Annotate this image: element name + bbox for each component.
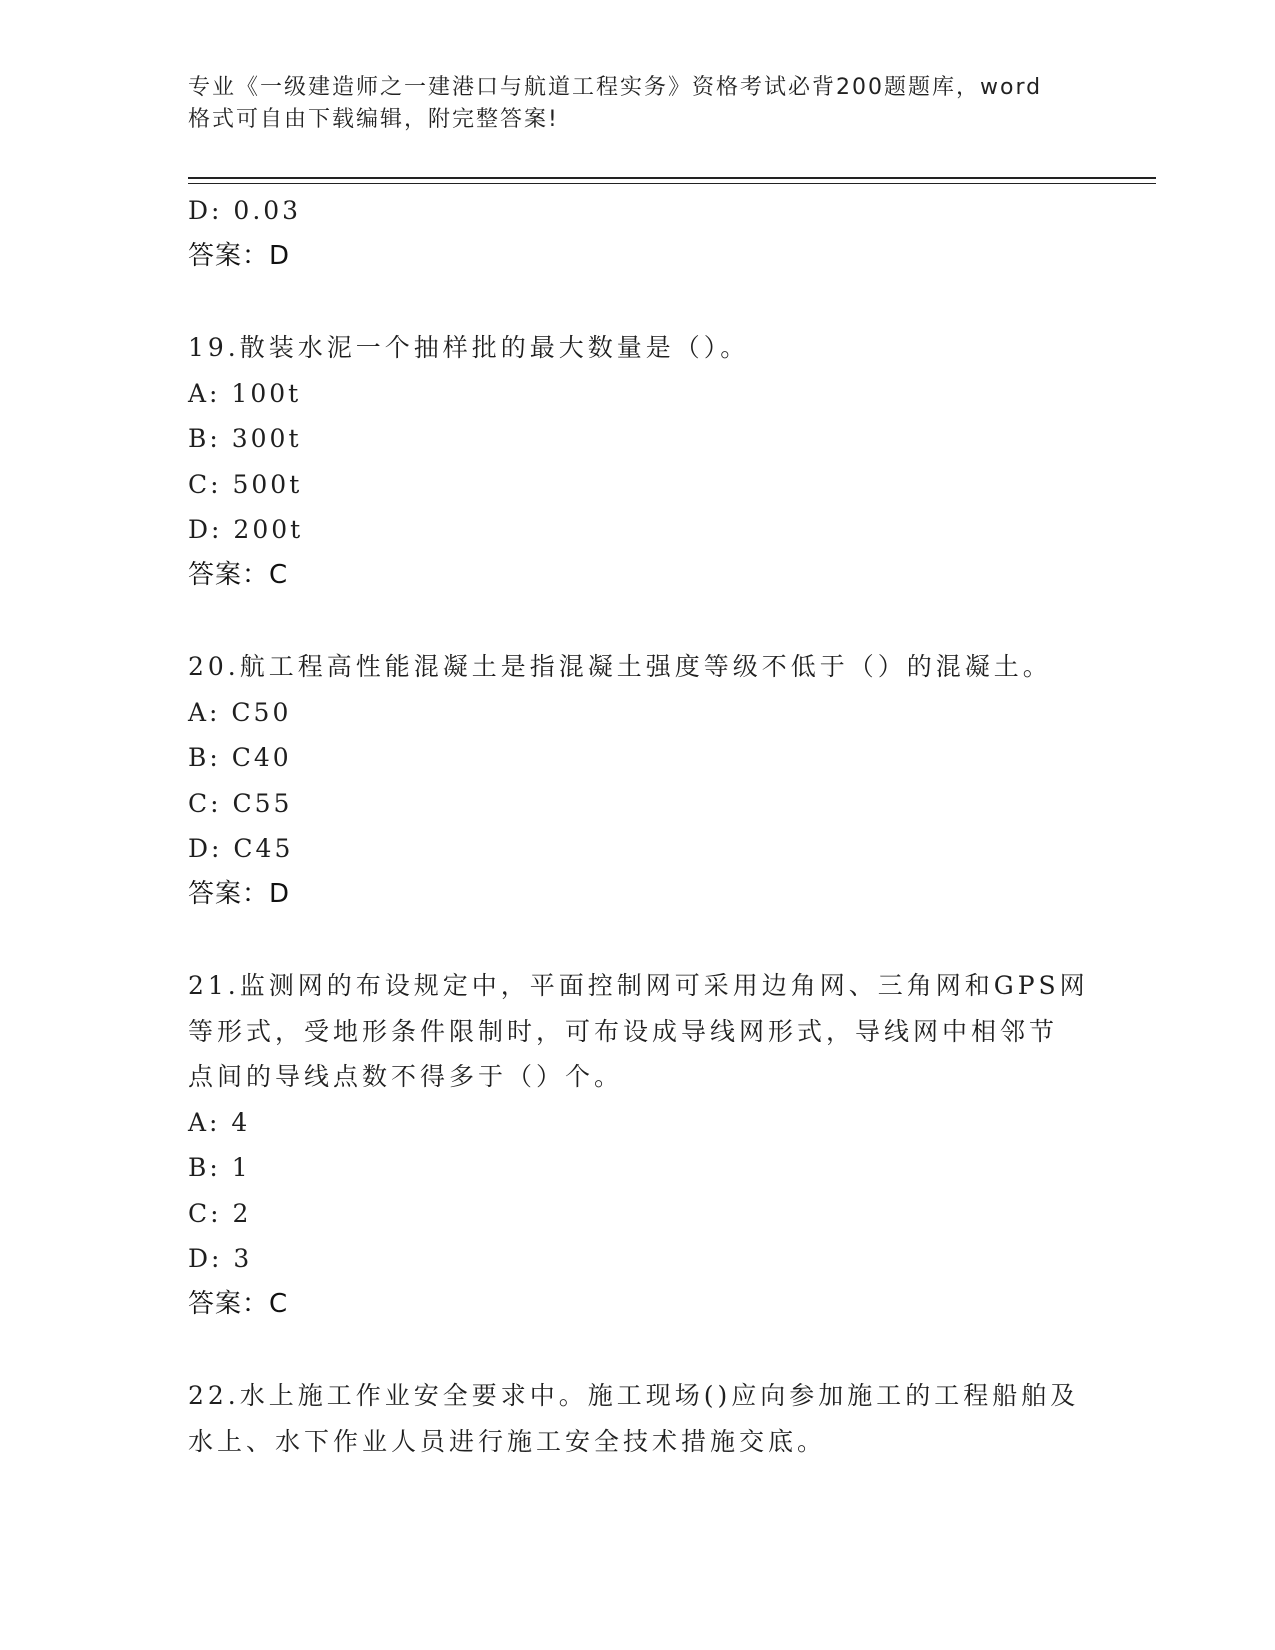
question-stem-line-3: 点间的导线点数不得多于（）个。 — [188, 1062, 624, 1091]
option-a: A: C50 — [188, 697, 292, 727]
document-header — [188, 72, 1088, 136]
header-title-line-2: 格式可自由下载编辑，附完整答案! — [188, 107, 559, 132]
option-d: D: 200t — [188, 515, 304, 544]
option-b: B: C40 — [188, 743, 292, 772]
option-c: C: 2 — [188, 1198, 252, 1228]
option-a: A: 4 — [188, 1107, 251, 1137]
question-stem-line-2: 水上、水下作业人员进行施工安全技术措施交底。 — [188, 1426, 827, 1456]
spacer — [188, 598, 1088, 644]
question-18 — [188, 188, 1088, 279]
option-a: A: 100t — [188, 378, 302, 408]
spacer — [188, 917, 1088, 963]
question-stem: 20.航工程高性能混凝土是指混凝土强度等级不低于（）的混凝土。 — [188, 652, 1052, 681]
option-d: D: 3 — [188, 1244, 253, 1273]
answer: 答案：C — [188, 1288, 289, 1319]
spacer — [188, 1327, 1088, 1373]
header-title-line-1: 专业《一级建造师之一建港口与航道工程实务》资格考试必背200题题库，word — [188, 75, 1043, 100]
question-stem: 19.散装水泥一个抽样批的最大数量是（）。 — [188, 333, 750, 362]
question-22 — [188, 1373, 1088, 1464]
question-19 — [188, 325, 1088, 598]
option-b: B: 1 — [188, 1153, 251, 1182]
question-stem-line-1: 22.水上施工作业安全要求中。施工现场()应向参加施工的工程船舶及 — [188, 1381, 1080, 1410]
question-stem-line-1: 21.监测网的布设规定中，平面控制网可采用边角网、三角网和GPS网 — [188, 971, 1089, 1000]
option-d: D: C45 — [188, 834, 294, 863]
answer: 答案：D — [188, 878, 291, 909]
answer: 答案：C — [188, 559, 289, 590]
option-c: C: C55 — [188, 788, 293, 818]
spacer — [188, 279, 1088, 325]
question-list — [188, 188, 1088, 1464]
question-21 — [188, 963, 1088, 1327]
option-d: D: 0.03 — [188, 196, 302, 225]
option-b: B: 300t — [188, 424, 302, 453]
question-stem-line-2: 等形式，受地形条件限制时，可布设成导线网形式，导线网中相邻节 — [188, 1016, 1059, 1046]
answer: 答案：D — [188, 240, 291, 271]
question-20 — [188, 644, 1088, 917]
header-divider-thin — [188, 183, 1156, 184]
header-divider-thick — [188, 177, 1156, 179]
option-c: C: 500t — [188, 469, 303, 499]
